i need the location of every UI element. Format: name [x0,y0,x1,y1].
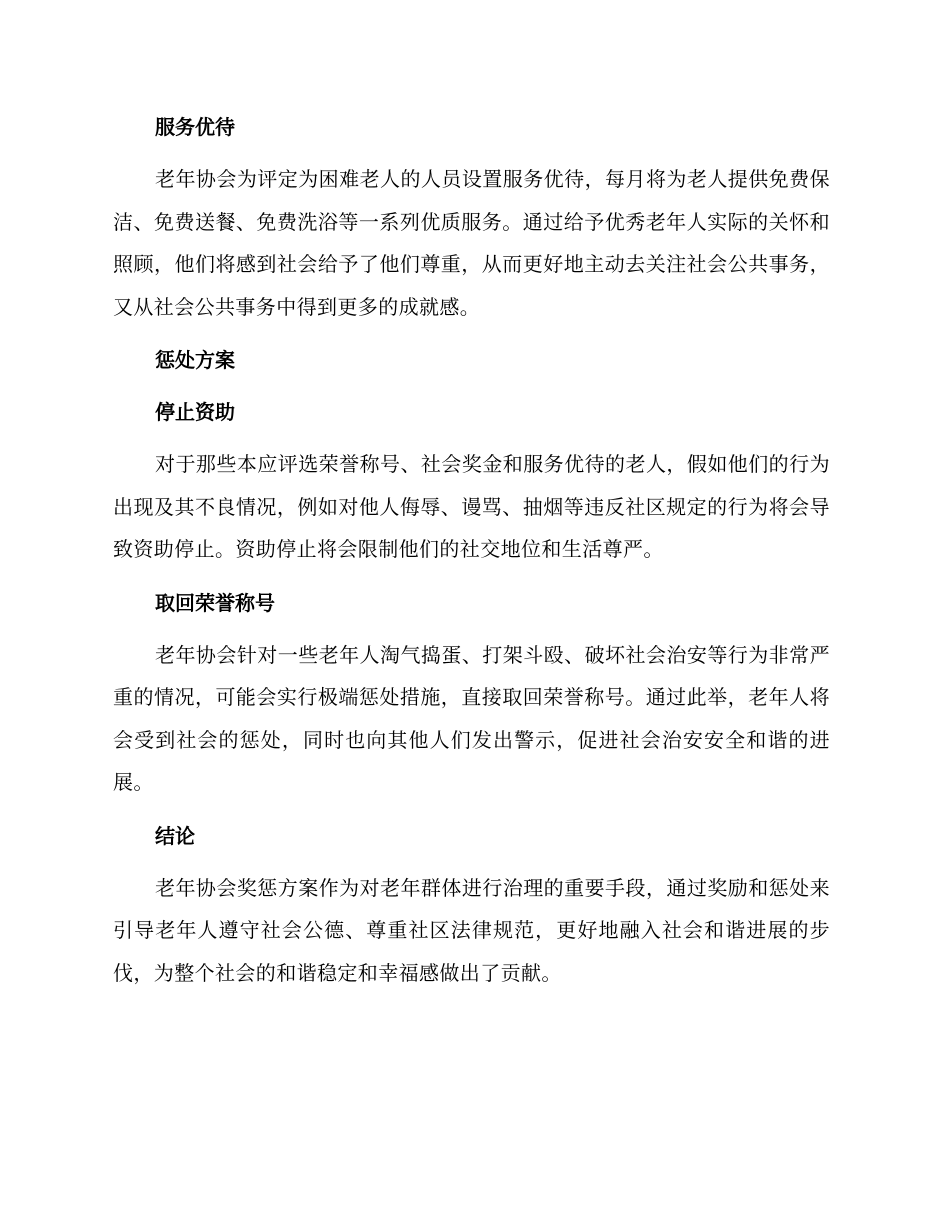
document-body [113,106,830,994]
paragraph-stop-funding: 对于那些本应评选荣誉称号、社会奖金和服务优待的老人，假如他们的行为出现及其不良情况，例如对他人侮辱、谩骂、抽烟等违反社区规定的行为将会导致资助停止。资助停止将会限制他们的社交地位和生活尊严。 [113,452,830,561]
paragraph-revoke-honor: 老年协会针对一些老年人淘气捣蛋、打架斗殴、破坏社会治安等行为非常严重的情况，可能会实行极端惩处措施，直接取回荣誉称号。通过此举，老年人将会受到社会的惩处，同时也向其他人们发出警示，促进社会治安安全和谐的进展。 [113,642,830,794]
paragraph-service-benefits: 老年协会为评定为困难老人的人员设置服务优待，每月将为老人提供免费保洁、免费送餐、免费洗浴等一系列优质服务。通过给予优秀老年人实际的关怀和照顾，他们将感到社会给予了他们尊重，从而更好地主动去关注社会公共事务，又从社会公共事务中得到更多的成就感。 [113,167,830,319]
paragraph-conclusion: 老年协会奖惩方案作为对老年群体进行治理的重要手段，通过奖励和惩处来引导老年人遵守社会公德、尊重社区法律规范，更好地融入社会和谐进展的步伐，为整个社会的和谐稳定和幸福感做出了贡献。 [113,875,830,985]
section-heading-revoke-honor: 取回荣誉称号 [155,590,275,615]
section-heading-conclusion: 结论 [155,823,195,848]
section-heading-stop-funding: 停止资助 [155,400,235,424]
section-heading-service-benefits: 服务优待 [155,115,235,139]
section-heading-penalty-plan: 惩处方案 [155,348,235,372]
